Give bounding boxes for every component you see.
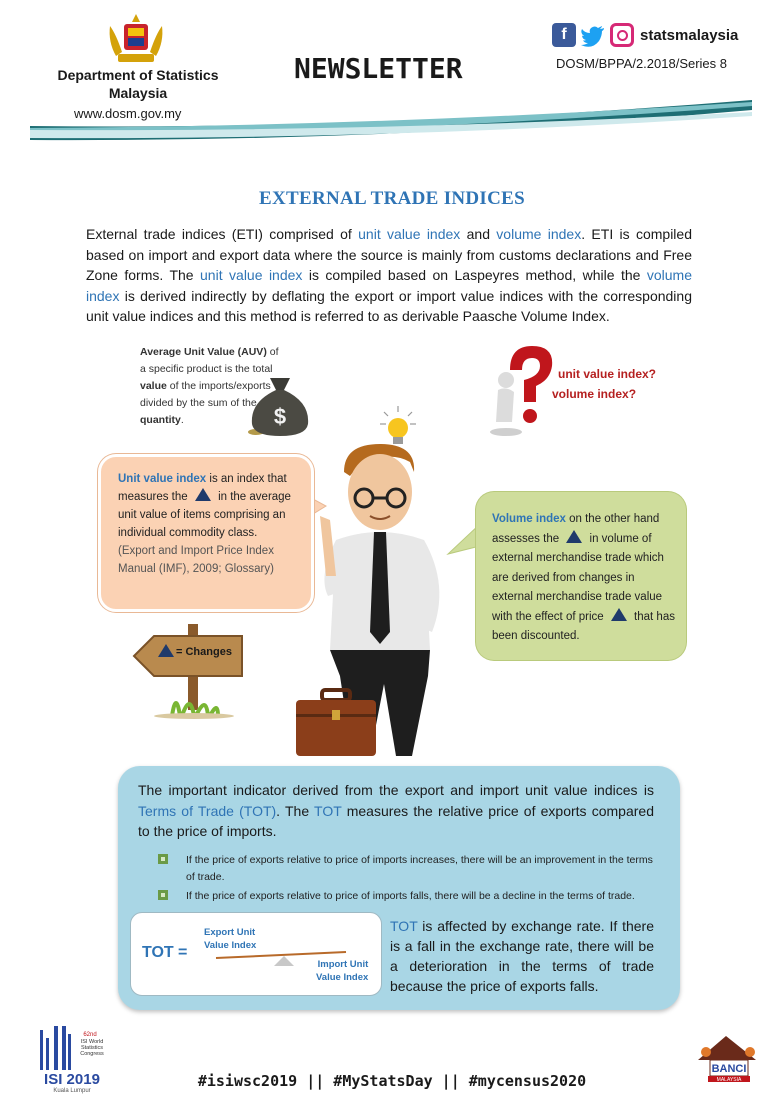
isi-logo-line: Statistics — [80, 1045, 104, 1051]
exchange-rate-text: is affected by exchange rate. If there is a fall in the exchange rate, there will be a deterioration in the terms of trade because the price of exports falls. — [390, 918, 654, 994]
unit-value-index-term: unit value index — [358, 226, 461, 242]
questions-text — [552, 364, 657, 404]
banci-logo-sub: MALAYSIA — [716, 1077, 742, 1083]
money-bag-icon — [244, 372, 316, 438]
auv-text: of a specific product is the total — [140, 346, 279, 375]
malaysia-coat-of-arms-icon — [104, 12, 168, 66]
intro-text: is compiled based on Laspeyres method, while the — [302, 267, 647, 283]
isi-logo-mark: ISI 2019 — [44, 1071, 100, 1088]
bubble-text: is an index that measures the — [118, 473, 287, 503]
change-triangle-icon — [158, 644, 174, 657]
svg-text:$: $ — [273, 404, 287, 429]
footer-hashtags: #isiwsc2019 || #MyStatsDay || #mycensus2020 — [197, 1072, 587, 1090]
unit-value-index-definition — [118, 470, 294, 578]
isi-logo-city: Kuala Lumpur — [53, 1088, 91, 1094]
unit-value-index-term: unit value index — [200, 267, 303, 283]
intro-text: . ETI is compiled based on import and export data where the source is mainly from customs declarations and Free Zone forms. The — [86, 226, 692, 283]
denominator-line1: Import Unit — [317, 959, 369, 970]
website-link[interactable]: www.dosm.gov.my — [74, 106, 182, 121]
question-mark-figure-icon — [488, 340, 558, 440]
signpost-label: = Changes — [176, 646, 232, 658]
question-volume-index: volume index? — [552, 387, 637, 401]
tot-bullet-item — [158, 888, 658, 905]
social-handle[interactable]: statsmalaysia — [640, 26, 739, 44]
auv-text: . — [180, 414, 184, 426]
isi-logo-line: ISI World — [80, 1039, 104, 1045]
numerator-line2: Value Index — [204, 940, 257, 951]
header-wave-banner — [30, 96, 752, 144]
auv-value-word: value — [140, 380, 167, 392]
change-triangle-icon — [566, 530, 582, 543]
banci-logo-word: BANCI — [711, 1063, 747, 1075]
terms-of-trade-intro — [138, 780, 654, 842]
volume-index-term: volume index — [86, 267, 692, 304]
tot-intro-text: . The — [276, 802, 315, 819]
tot-abbreviation: TOT — [314, 802, 342, 819]
tot-intro-text: measures the relative price of exports compared to the price of imports. — [138, 802, 654, 839]
auv-text: of the imports/exports divided by the sum of the — [140, 380, 271, 409]
department-name-line2: Malaysia — [108, 85, 168, 101]
intro-paragraph — [86, 224, 692, 327]
series-code: DOSM/BPPA/2.2018/Series 8 — [556, 56, 728, 71]
volume-index-definition — [492, 510, 676, 647]
newsletter-title: NEWSLETTER — [294, 52, 463, 85]
question-unit-value-index: unit value index? — [558, 367, 657, 381]
briefcase-icon — [294, 688, 378, 758]
bubble-text: on the other hand assesses the — [492, 513, 660, 545]
banci-malaysia-logo — [692, 1030, 762, 1088]
change-triangle-icon — [195, 488, 211, 501]
volume-index-bubble-term: Volume index — [492, 513, 566, 525]
auv-quantity-word: quantity — [140, 414, 181, 426]
volume-index-term: volume index — [496, 226, 582, 242]
auv-term: Average Unit Value (AUV) — [140, 346, 267, 358]
change-triangle-icon — [611, 608, 627, 621]
intro-text: External trade indices (ETI) comprised of — [86, 226, 359, 242]
bullet-icon — [158, 854, 168, 864]
bubble-text: that has been discounted. — [492, 610, 675, 642]
tot-bullet-text: If the price of exports relative to price of imports increases, there will be an improvement in the terms of trade. — [186, 854, 653, 883]
terms-of-trade-term: Terms of Trade (TOT) — [138, 802, 277, 819]
bubble-text: in the average unit value of items comprising an individual commodity class. — [118, 491, 291, 539]
facebook-icon[interactable]: f — [552, 23, 576, 47]
bubble-text: in volume of external merchandise trade which are derived from changes in external merchandise trade value with the effect of price — [492, 532, 664, 623]
instagram-icon[interactable] — [610, 23, 634, 47]
department-name-line1: Department of Statistics — [57, 67, 219, 83]
intro-text: is derived indirectly by deflating the export or import value indices with the corresponding unit value indices and this method is referred to as derivable Paasche Volume Index. — [86, 287, 692, 324]
article-title: EXTERNAL TRADE INDICES — [259, 188, 525, 209]
twitter-icon[interactable] — [580, 23, 606, 47]
unit-value-index-bubble-term: Unit value index — [118, 473, 207, 485]
unit-value-index-source: (Export and Import Price Index Manual (IMF), 2009; Glossary) — [118, 545, 274, 575]
bullet-icon — [158, 890, 168, 900]
intro-text: and — [460, 226, 497, 242]
formula-denominator — [316, 958, 368, 984]
denominator-line2: Value Index — [316, 972, 369, 983]
formula-equals: = — [178, 944, 188, 961]
formula-lhs: TOT — [142, 944, 174, 961]
isi-logo-line: Congress — [80, 1051, 104, 1057]
tot-bullet-text: If the price of exports relative to price of imports falls, there will be a decline in the terms of trade. — [186, 890, 635, 902]
signpost-icon — [132, 620, 252, 720]
tot-bullet-item — [158, 852, 658, 886]
isi-logo-edition: 62nd — [83, 1032, 97, 1038]
tot-intro-text: The important indicator derived from the export and import unit value indices is — [138, 782, 654, 798]
social-media-bar — [552, 22, 738, 48]
exchange-rate-note — [390, 916, 654, 996]
numerator-line1: Export Unit — [204, 927, 256, 938]
tot-abbreviation: TOT — [390, 918, 418, 934]
